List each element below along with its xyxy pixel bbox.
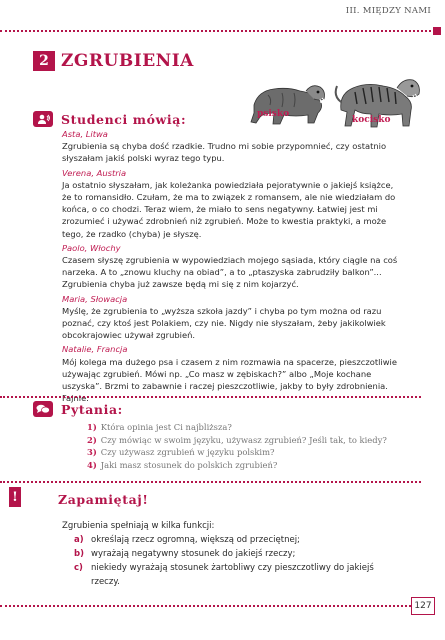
students-section-heading (33, 111, 186, 127)
footer-divider (0, 605, 411, 607)
cat-label-left: psisko (257, 109, 290, 119)
cat-label-right: kocisko (352, 115, 391, 125)
speaker-name: Paolo, Włochy (62, 242, 121, 253)
student-opinions (62, 128, 402, 404)
header-square (433, 27, 441, 35)
speaker-name: Maria, Słowacja (62, 293, 128, 304)
function-item: a) określają rzecz ogromną, większą od przeciętnej; (74, 535, 300, 545)
speaking-person-icon (33, 111, 53, 127)
exclamation-mark-icon: ! (9, 487, 21, 507)
question-item: 1) Która opinia jest Ci najbliższa? (87, 422, 232, 432)
question-item: 4) Jaki masz stosunek do polskich zgrubień? (87, 460, 278, 471)
function-item: b) wyrażają negatywny stosunek do jakiejś rzeczy; (74, 549, 296, 559)
questions-list (87, 421, 387, 472)
remember-section-title: Zapamiętaj! (58, 492, 149, 507)
students-section-title: Studenci mówią: (61, 111, 187, 127)
questions-section-heading (33, 401, 123, 417)
questions-divider (0, 396, 421, 398)
question-item: 2) Czy mówiąc w swoim języku, używasz zgrubień? Jeśli tak, to kiedy? (87, 434, 387, 445)
question-item: 3) Czy używasz zgrubień w języku polskim? (87, 447, 275, 458)
speaker-name: Natalie, Francja (62, 344, 128, 355)
function-item: c) niekiedy wyrażają stosunek żartobliwy czy pieszczotliwy do jakiejś rzeczy. (74, 563, 374, 587)
chapter-number: 2 (33, 51, 55, 71)
opinion-text: Zgrubienia są chyba dość rzadkie. Trudno mi sobie przypomnieć, czy ostatnio słyszałam jakiś polski wyraz tego typu. (62, 141, 387, 164)
speech-bubbles-icon (33, 401, 53, 417)
header-divider (0, 30, 431, 32)
remember-content (62, 519, 392, 589)
speaker-name: Verena, Austria (62, 167, 127, 178)
big-cat-illustration-left (248, 77, 328, 127)
remember-section-heading (58, 492, 148, 507)
opinion-text: Czasem słyszę zgrubienia w wypowiedziach mojego sąsiada, który ciągle na coś narzeka. A to „znowu kluchy na obiad”, a to „ptaszyska zabrudziły balkon”... Zgrubienia chyba już zawsze będą mi się z nim kojarzyć. (62, 255, 398, 290)
speaker-name: Asta, Litwa (62, 129, 108, 139)
opinion-text: Ja ostatnio słyszałam, jak koleżanka powiedziała pejoratywnie o jakiejś książce, że to romansidło. Czułam, że ma to związek z romansem, ale nie wiedziałam do końca, o co chodzi. Teraz wiem, że miało to sens negatywny. Łatwiej jest mi zrozumieć i używać zdrobnień niż zgrubień. Może to kwestia praktyki, a może tego, że rzadko (chyba) je słyszę. (62, 179, 396, 239)
questions-section-title: Pytania: (61, 401, 123, 417)
opinion-text: Mój kolega ma dużego psa i czasem z nim rozmawia na spacerze, pieszczotliwie używając zgrubień. Mówi np. „Co masz w zębiskach?” albo „Moje kochane uszyska”. Brzmi to zabawnie i raczej pieszczotliwie, jakby to były zdrobnienia. Fajnie. (62, 356, 397, 404)
chapter-heading (33, 51, 194, 71)
page-number: 127 (411, 597, 435, 615)
remember-intro: Zgrubienia spełniają w kilka funkcji: (62, 521, 215, 531)
opinion-text: Myślę, że zgrubienia to „wyższa szkoła jazdy” i chyba po tym można od razu poznać, czy ktoś jest Polakiem, czy nie. Nigdy nie słyszałam, żeby jakikolwiek obcokrajowiec używał zgrubień. (62, 305, 386, 341)
remember-divider (0, 481, 421, 483)
running-header: III. MIĘDZY NAMI (345, 6, 431, 16)
chapter-title: ZGRUBIENIA (61, 51, 194, 71)
